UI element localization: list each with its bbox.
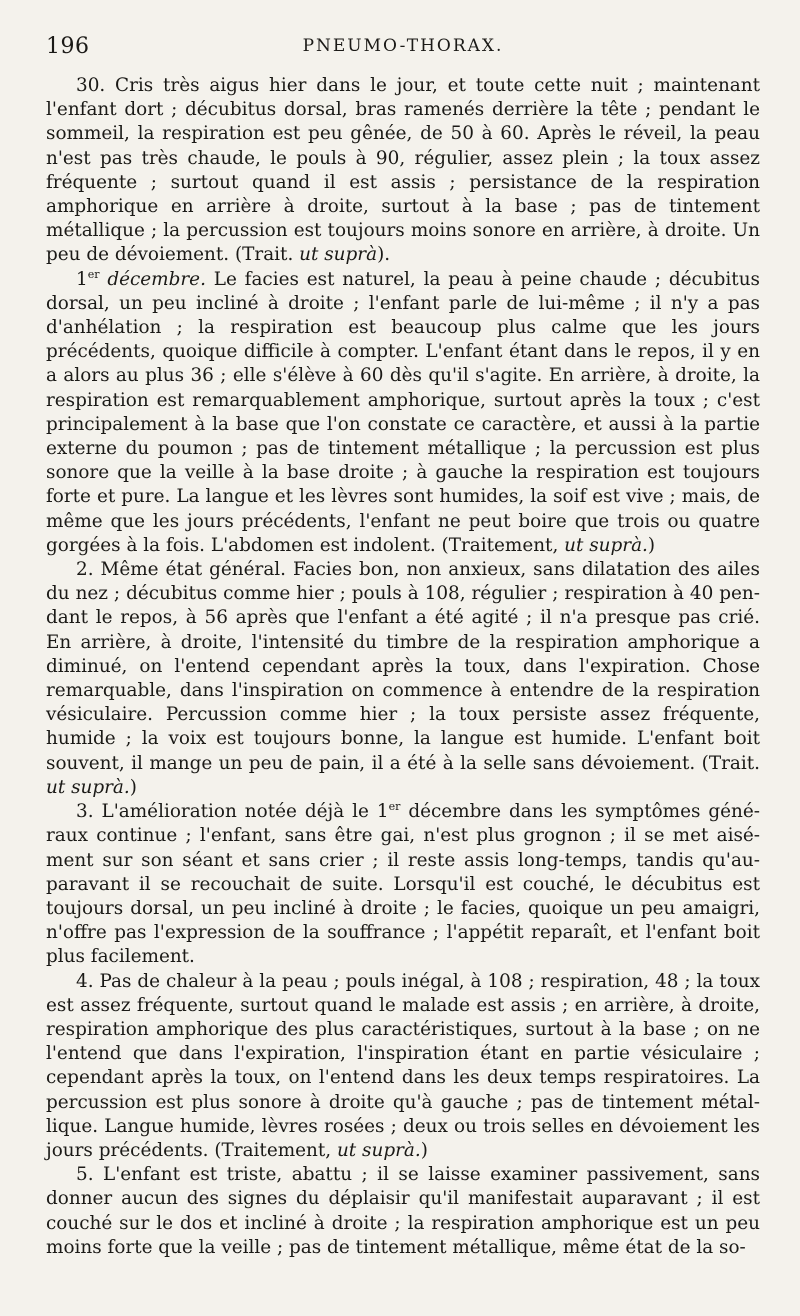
paragraph xyxy=(46,558,760,800)
text-run: ) xyxy=(647,534,656,556)
text-run: ). xyxy=(377,244,391,266)
italic-text: ut suprà xyxy=(299,244,378,266)
text-run: 1 xyxy=(76,268,88,290)
italic-text: décembre. xyxy=(107,268,206,290)
italic-text: ut suprà. xyxy=(336,1139,421,1161)
paragraph xyxy=(46,800,760,969)
paragraph xyxy=(46,268,760,558)
text-run: 2. Même état général. Facies bon, non anxieux, sans dilatation des ailes du nez ; décubitus comme hier ; pouls à 108, régulier ; respiration à 40 pendant le repos, à 56 après que l'enfant a été agité ; il n'a presque pas crié. En arrière, à droite, l'intensité du timbre de la respiration amphorique a diminué, on l'entend cependant après la toux, dans l'expiration. Chose remarquable, dans l'inspiration on commence à entendre de la respiration vésiculaire. Percussion comme hier ; la toux persiste assez fréquente, humide ; la voix est toujours bonne, la langue est humide. L'enfant boit souvent, il mange un peu de pain, il a été à la selle sans dévoiement. (Trait. xyxy=(46,559,760,774)
text-run: décembre dans les symptômes généraux continue ; l'enfant, sans être gai, n'est plus grognon ; il se met aisément sur son séant et sans crier ; il reste assis long-temps, tandis qu'auparavant il se recouchait de suite. Lorsqu'il est couché, le décubitus est toujours dorsal, un peu incliné à droite ; le facies, quoique un peu amaigri, n'offre pas l'expression de la souffrance ; l'appétit reparaît, et l'enfant boit plus facilement. xyxy=(46,801,760,968)
text-run: 30. Cris très aigus hier dans le jour, et toute cette nuit ; maintenant l'enfant dort ; décubitus dorsal, bras ramenés derrière la tête ; pendant le sommeil, la respiration est peu gênée, de 50 à 60. Après le réveil, la peau n'est pas très chaude, le pouls à 90, régulier, assez plein ; la toux assez fréquente ; surtout quand il est assis ; persistance de la respiration amphorique en arrière à droite, surtout à la base ; pas de tintement métallique ; la percussion est toujours moins sonore en arrière, à droite. Un peu de dévoiement. (Trait. xyxy=(46,75,760,266)
italic-text: ut suprà. xyxy=(564,534,648,556)
page-number: 196 xyxy=(46,34,90,59)
paragraph xyxy=(46,74,760,268)
running-title: PNEUMO-THORAX. xyxy=(302,36,504,56)
text-run: ) xyxy=(420,1139,428,1161)
paragraph xyxy=(46,1163,760,1260)
superscript: er xyxy=(87,267,100,281)
text-run: 5. L'enfant est triste, abattu ; il se laisse examiner passivement, sans donner aucun des signes du déplaisir qu'il manifestait auparavant ; il est couché sur le dos et incliné à droite ; la respiration amphorique est un peu moins forte que la veille ; pas de tintement métallique, même état de la so- xyxy=(46,1164,760,1258)
page-header xyxy=(46,34,760,74)
text-run: Le facies est naturel, la peau à peine chaude ; décubitus dorsal, un peu incliné à droite ; l'enfant parle de lui-même ; il n'y a pas d'anhélation ; la respiration est beaucoup plus calme que les jours précédents, quoique difficile à compter. L'enfant étant dans le repos, il y en a alors au plus 36 ; elle s'élève à 60 dès qu'il s'agite. En arrière, à droite, la respiration est remarquablement amphorique, surtout après la toux ; c'est principalement à la base que l'on constate ce caractère, et aussi à la partie externe du poumon ; pas de tintement métallique ; la percussion est plus sonore que la veille à la base droite ; à gauche la respiration est toujours forte et pure. La langue et les lèvres sont humides, la soif est vive ; mais, de même que les jours précédents, l'enfant ne peut boire que trois ou quatre gorgées à la fois. L'abdomen est indolent. (Traitement, xyxy=(46,268,760,556)
text-run: 4. Pas de chaleur à la peau ; pouls inégal, à 108 ; respiration, 48 ; la toux est assez fréquente, surtout quand le malade est assis ; en arrière, à droite, respiration amphorique des plus caractéristiques, surtout à la base ; on ne l'entend que dans l'expiration, l'inspiration étant en partie vésiculaire ; cependant après la toux, on l'entend dans les deux temps respiratoires. La percussion est plus sonore à droite qu'à gauche ; pas de tintement métallique. Langue humide, lèvres rosées ; deux ou trois selles en dévoiement les jours précédents. (Traitement, xyxy=(46,970,760,1161)
paragraph xyxy=(46,970,760,1164)
body-text xyxy=(46,74,760,1260)
superscript: er xyxy=(388,799,401,813)
text-run: ) xyxy=(129,776,137,798)
text-run: 3. L'amélioration notée déjà le 1 xyxy=(76,801,389,823)
italic-text: ut suprà. xyxy=(46,776,130,798)
